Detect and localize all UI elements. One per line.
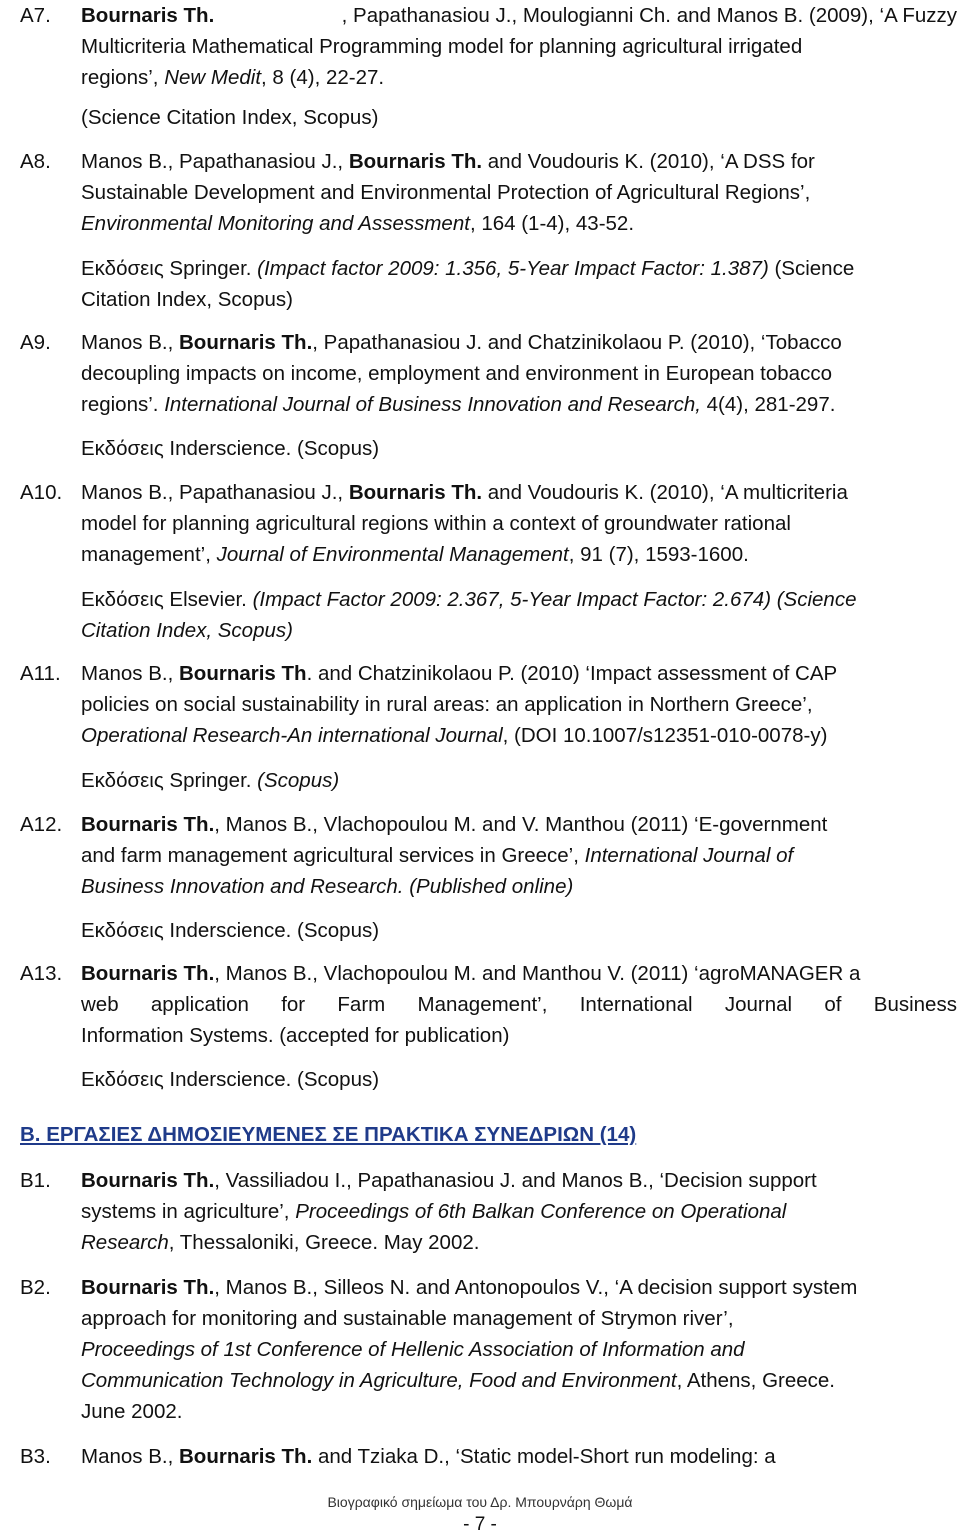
publisher-line: Citation Index, Scopus) <box>81 619 293 642</box>
entry-line: Multicriteria Mathematical Programming model for planning agricultural irrigated <box>81 35 803 58</box>
section-heading: Β. ΕΡΓΑΣΙΕΣ ΔΗΜΟΣΙΕΥΜΕΝΕΣ ΣΕ ΠΡΑΚΤΙΚΑ ΣΥΝΕΔΡΙΩΝ (14) <box>20 1123 637 1146</box>
publisher-line: Εκδόσεις Inderscience. (Scopus) <box>81 437 380 460</box>
entry-line: approach for monitoring and sustainable management of Strymon river’, <box>81 1307 734 1330</box>
entry-line: regions’, New Medit, 8 (4), 22-27. <box>81 66 385 89</box>
entry-number: B2. <box>20 1276 51 1299</box>
entry-number: A10. <box>20 481 63 504</box>
entry-number: A7. <box>20 4 51 27</box>
publisher-line: Εκδόσεις Inderscience. (Scopus) <box>81 1068 380 1091</box>
publisher-line: Citation Index, Scopus) <box>81 288 293 311</box>
entry-line: Bournaris Th., Vassiliadou I., Papathanasiou J. and Manos B., ‘Decision support <box>81 1169 817 1192</box>
entry-line: Bournaris Th., Manos B., Silleos N. and Antonopoulos V., ‘A decision support system <box>81 1276 858 1299</box>
entry-number: B3. <box>20 1445 51 1468</box>
entry-line: Communication Technology in Agriculture, Food and Environment, Athens, Greece. <box>81 1369 835 1392</box>
publisher-line: Εκδόσεις Inderscience. (Scopus) <box>81 919 380 942</box>
entry-number: A8. <box>20 150 51 173</box>
index-line: (Science Citation Index, Scopus) <box>81 106 379 129</box>
entry-line: decoupling impacts on income, employment and environment in European tobacco <box>81 362 832 385</box>
entry-line: Manos B., Bournaris Th. and Tziaka D., ‘Static model-Short run modeling: a <box>81 1445 776 1468</box>
footer-title: Βιογραφικό σημείωμα του Δρ. Μπουρνάρη Θωμά <box>327 1494 633 1510</box>
entry-line: regions’. International Journal of Business Innovation and Research, 4(4), 281-297. <box>81 393 836 416</box>
entry-line: Manos B., Bournaris Th. and Chatzinikolaou P. (2010) ‘Impact assessment of CAP <box>81 662 838 685</box>
entry-line: Environmental Monitoring and Assessment, 164 (1-4), 43-52. <box>81 212 635 235</box>
entry-line: Bournaris Th. , Papathanasiou J., Moulogianni Ch. and Manos B. (2009), ‘A Fuzzy <box>81 4 957 27</box>
entry-line: web application for Farm Management’, International Journal of Business <box>81 993 957 1016</box>
entry-line: Manos B., Papathanasiou J., Bournaris Th. and Voudouris K. (2010), ‘A multicriteria <box>81 481 848 504</box>
publisher-line: Εκδόσεις Elsevier. (Impact Factor 2009: 2.367, 5-Year Impact Factor: 2.674) (Science <box>81 588 857 611</box>
entry-line: and farm management agricultural services in Greece’, International Journal of <box>81 844 794 867</box>
entry-line: Business Innovation and Research. (Published online) <box>81 875 574 898</box>
entry-line: systems in agriculture’, Proceedings of 6th Balkan Conference on Operational <box>81 1200 787 1223</box>
entry-line: Sustainable Development and Environmental Protection of Agricultural Regions’, <box>81 181 811 204</box>
entry-line: Manos B., Bournaris Th., Papathanasiou J. and Chatzinikolaou P. (2010), ‘Tobacco <box>81 331 842 354</box>
entry-number: A9. <box>20 331 51 354</box>
entry-line: model for planning agricultural regions within a context of groundwater rational <box>81 512 791 535</box>
publisher-line: Εκδόσεις Springer. (Scopus) <box>81 769 340 792</box>
entry-line: management’, Journal of Environmental Management, 91 (7), 1593-1600. <box>81 543 749 566</box>
entry-number: B1. <box>20 1169 51 1192</box>
publisher-line: Εκδόσεις Springer. (Impact factor 2009: 1.356, 5-Year Impact Factor: 1.387) (Science <box>81 257 855 280</box>
entry-line: Proceedings of 1st Conference of Hellenic Association of Information and <box>81 1338 745 1361</box>
entry-line: Manos B., Papathanasiou J., Bournaris Th. and Voudouris K. (2010), ‘A DSS for <box>81 150 815 173</box>
entry-number: A11. <box>20 662 61 685</box>
entry-line: Bournaris Th., Manos B., Vlachopoulou M. and Manthou V. (2011) ‘agroMANAGER a <box>81 962 861 985</box>
entry-number: A13. <box>20 962 63 985</box>
entry-line: June 2002. <box>81 1400 183 1423</box>
entry-line: policies on social sustainability in rural areas: an application in Northern Greece’, <box>81 693 813 716</box>
entry-line: Information Systems. (accepted for publication) <box>81 1024 510 1047</box>
entry-line: Operational Research-An international Journal, (DOI 10.1007/s12351-010-0078-y) <box>81 724 828 747</box>
entry-number: A12. <box>20 813 63 836</box>
page-number: - 7 - <box>463 1514 497 1535</box>
entry-line: Bournaris Th., Manos B., Vlachopoulou M. and V. Manthou (2011) ‘E-government <box>81 813 828 836</box>
entry-line: Research, Thessaloniki, Greece. May 2002. <box>81 1231 480 1254</box>
